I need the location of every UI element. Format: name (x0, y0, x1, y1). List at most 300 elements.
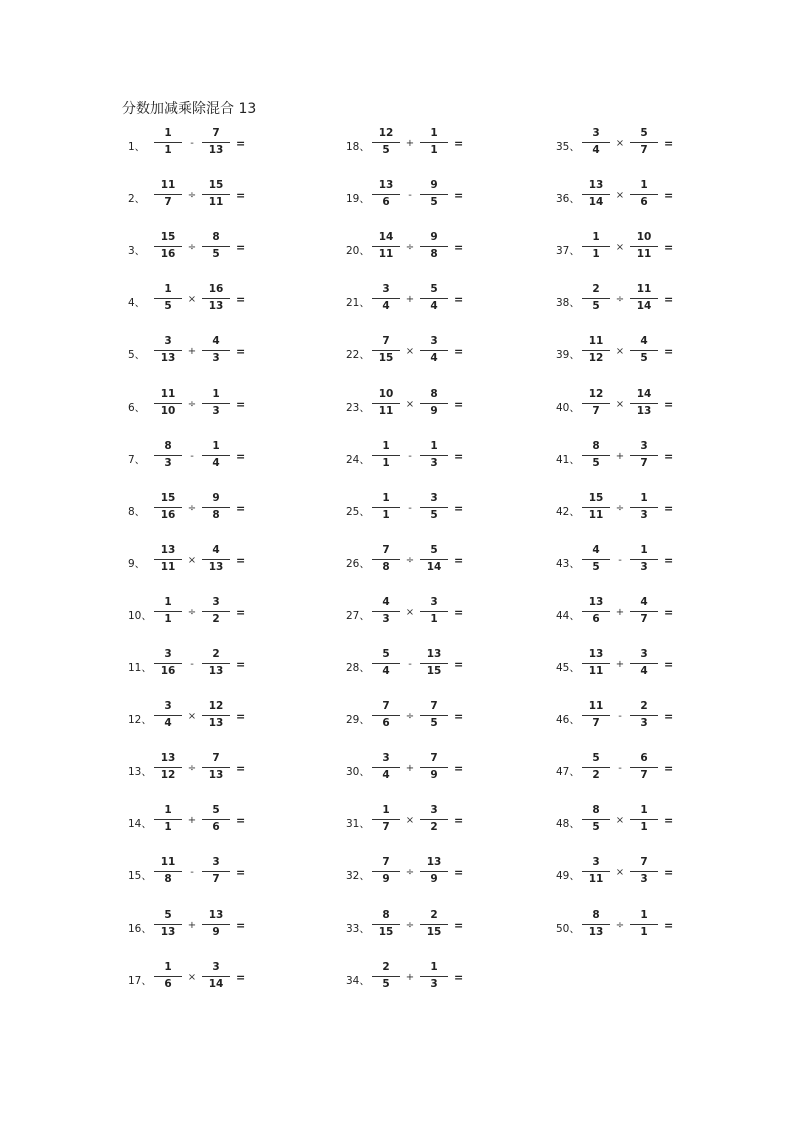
numerator: 12 (588, 387, 604, 400)
fraction-a (582, 127, 610, 157)
numerator: 9 (430, 179, 438, 192)
denominator: 6 (212, 821, 220, 834)
fraction-bar (582, 663, 610, 664)
denominator: 12 (588, 352, 604, 365)
fraction-bar (630, 663, 658, 664)
fraction-b (202, 492, 230, 522)
numerator: 3 (430, 595, 438, 608)
numerator: 12 (378, 127, 394, 139)
problem-item (556, 700, 756, 736)
problem-number: 20、 (346, 245, 370, 258)
numerator: 5 (212, 804, 220, 817)
operator: ÷ (405, 711, 415, 723)
fraction-bar (582, 403, 610, 404)
denominator: 5 (640, 352, 648, 365)
numerator: 13 (426, 856, 442, 869)
fraction-bar (582, 611, 610, 612)
problem-number: 8、 (128, 505, 146, 518)
operator: - (190, 659, 194, 670)
equals-sign: = (664, 345, 674, 359)
operator: - (190, 450, 194, 462)
denominator: 11 (378, 248, 394, 261)
operator: - (618, 711, 622, 723)
equals-sign: = (664, 866, 674, 880)
fraction-bar (582, 715, 610, 716)
numerator: 3 (430, 491, 438, 504)
numerator: 1 (382, 804, 390, 817)
fraction-bar (582, 924, 610, 925)
fraction-bar (154, 507, 182, 508)
problem-item (128, 492, 328, 528)
numerator: 2 (592, 283, 600, 296)
problem-number: 33、 (346, 922, 370, 935)
denominator: 3 (212, 352, 220, 365)
numerator: 2 (640, 700, 648, 713)
fraction-bar (630, 142, 658, 143)
problem-item (346, 961, 546, 997)
equals-sign: = (454, 293, 464, 307)
fraction-bar (154, 976, 182, 977)
numerator: 13 (588, 648, 604, 660)
fraction-bar (372, 767, 400, 768)
numerator: 2 (382, 960, 390, 973)
denominator: 1 (164, 612, 172, 625)
equals-sign: = (664, 553, 674, 567)
fraction-bar (630, 507, 658, 508)
fraction-a (372, 544, 400, 574)
fraction-b (420, 388, 448, 418)
numerator: 4 (640, 335, 648, 348)
numerator: 3 (382, 283, 390, 296)
numerator: 11 (588, 700, 604, 713)
operator: + (405, 138, 415, 149)
denominator: 11 (588, 665, 604, 677)
equals-sign: = (236, 762, 246, 776)
denominator: 6 (640, 196, 648, 209)
fraction-bar (202, 871, 230, 872)
equals-sign: = (236, 501, 246, 515)
problem-item (556, 283, 756, 319)
fraction-bar (582, 819, 610, 820)
operator: + (405, 763, 415, 775)
equals-sign: = (664, 189, 674, 203)
fraction-bar (630, 819, 658, 820)
operator: ÷ (187, 606, 197, 618)
problem-item (128, 961, 328, 997)
equals-sign: = (236, 137, 246, 150)
fraction-a (582, 909, 610, 939)
fraction-bar (372, 455, 400, 456)
problem-number: 35、 (556, 141, 580, 153)
numerator: 6 (640, 752, 648, 765)
denominator: 5 (592, 821, 600, 834)
equals-sign: = (454, 137, 464, 150)
page-title: 分数加减乘除混合 13 (122, 101, 257, 117)
problem-number: 9、 (128, 557, 146, 570)
problem-item (346, 492, 546, 528)
fraction-bar (154, 871, 182, 872)
fraction-bar (202, 715, 230, 716)
numerator: 1 (430, 960, 438, 973)
fraction-b (202, 752, 230, 782)
numerator: 4 (382, 595, 390, 608)
problem-item (346, 231, 546, 267)
numerator: 3 (592, 127, 600, 139)
numerator: 11 (588, 335, 604, 348)
problem-item (128, 544, 328, 580)
denominator: 6 (382, 196, 390, 209)
numerator: 13 (208, 908, 224, 921)
problem-number: 6、 (128, 401, 146, 414)
operator: ÷ (405, 919, 415, 931)
numerator: 1 (382, 491, 390, 504)
fraction-bar (154, 142, 182, 143)
numerator: 5 (430, 543, 438, 556)
fraction-bar (582, 507, 610, 508)
denominator: 7 (640, 456, 648, 469)
equals-sign: = (236, 345, 246, 359)
equals-sign: = (454, 658, 464, 671)
fraction-bar (420, 819, 448, 820)
numerator: 13 (160, 543, 176, 556)
fraction-bar (202, 246, 230, 247)
fraction-bar (154, 350, 182, 351)
denominator: 7 (164, 196, 172, 209)
denominator: 1 (640, 821, 648, 834)
fraction-bar (582, 455, 610, 456)
fraction-a (154, 596, 182, 626)
numerator: 15 (160, 231, 176, 244)
fraction-b (420, 231, 448, 261)
fraction-a (154, 231, 182, 261)
fraction-bar (420, 142, 448, 143)
denominator: 13 (160, 352, 176, 365)
operator: ÷ (187, 190, 197, 202)
numerator: 7 (382, 543, 390, 556)
fraction-a (582, 440, 610, 470)
fraction-b (420, 544, 448, 574)
denominator: 3 (640, 508, 648, 521)
problem-number: 16、 (128, 922, 152, 935)
fraction-b (202, 335, 230, 365)
numerator: 1 (382, 439, 390, 452)
denominator: 4 (164, 717, 172, 730)
fraction-bar (372, 819, 400, 820)
fraction-bar (630, 194, 658, 195)
fraction-a (582, 596, 610, 626)
fraction-b (420, 283, 448, 313)
fraction-b (420, 856, 448, 886)
fraction-b (202, 596, 230, 626)
fraction-b (202, 544, 230, 574)
fraction-a (154, 283, 182, 313)
denominator: 13 (208, 717, 224, 730)
operator: ÷ (405, 242, 415, 254)
numerator: 1 (164, 283, 172, 296)
fraction-a (582, 283, 610, 313)
numerator: 8 (164, 439, 172, 452)
problem-number: 17、 (128, 974, 152, 987)
fraction-a (154, 179, 182, 209)
fraction-a (372, 961, 400, 991)
numerator: 5 (164, 908, 172, 921)
fraction-bar (154, 403, 182, 404)
numerator: 3 (164, 335, 172, 348)
operator: ÷ (187, 502, 197, 514)
problem-number: 29、 (346, 714, 370, 727)
fraction-bar (154, 298, 182, 299)
fraction-a (582, 544, 610, 574)
denominator: 13 (208, 769, 224, 782)
equals-sign: = (236, 293, 246, 307)
numerator: 7 (430, 700, 438, 713)
numerator: 3 (640, 439, 648, 452)
equals-sign: = (236, 866, 246, 880)
fraction-a (154, 492, 182, 522)
fraction-bar (154, 611, 182, 612)
numerator: 5 (592, 752, 600, 765)
equals-sign: = (664, 501, 674, 515)
fraction-b (630, 700, 658, 730)
problem-number: 26、 (346, 557, 370, 570)
fraction-bar (582, 142, 610, 143)
numerator: 15 (208, 179, 224, 192)
numerator: 8 (382, 908, 390, 921)
equals-sign: = (454, 501, 464, 515)
fraction-bar (630, 350, 658, 351)
denominator: 3 (164, 456, 172, 469)
problem-item (346, 648, 546, 684)
operator: - (408, 502, 412, 514)
denominator: 11 (588, 873, 604, 886)
fraction-bar (372, 403, 400, 404)
fraction-b (630, 648, 658, 678)
fraction-b (420, 804, 448, 834)
fraction-a (372, 856, 400, 886)
equals-sign: = (454, 449, 464, 463)
problem-item (346, 856, 546, 892)
fraction-bar (372, 194, 400, 195)
problem-number: 14、 (128, 818, 152, 831)
fraction-bar (372, 715, 400, 716)
fraction-a (372, 179, 400, 209)
equals-sign: = (454, 605, 464, 619)
problem-item (128, 856, 328, 892)
numerator: 1 (640, 491, 648, 504)
fraction-bar (420, 715, 448, 716)
problem-item (556, 335, 756, 371)
numerator: 16 (208, 283, 224, 296)
operator: - (190, 138, 194, 149)
fraction-b (630, 544, 658, 574)
problem-number: 12、 (128, 714, 152, 727)
denominator: 10 (160, 404, 176, 417)
equals-sign: = (236, 918, 246, 932)
denominator: 13 (636, 404, 652, 417)
fraction-a (582, 856, 610, 886)
fraction-bar (630, 924, 658, 925)
fraction-b (420, 961, 448, 991)
denominator: 4 (212, 456, 220, 469)
equals-sign: = (664, 658, 674, 671)
denominator: 6 (382, 717, 390, 730)
denominator: 4 (382, 769, 390, 782)
numerator: 1 (430, 439, 438, 452)
fraction-bar (420, 871, 448, 872)
operator: × (187, 554, 197, 566)
problem-number: 41、 (556, 453, 580, 466)
equals-sign: = (236, 189, 246, 203)
operator: ÷ (615, 919, 625, 931)
equals-sign: = (454, 866, 464, 880)
denominator: 7 (640, 612, 648, 625)
fraction-bar (202, 194, 230, 195)
equals-sign: = (236, 241, 246, 255)
equals-sign: = (664, 605, 674, 619)
problem-item (346, 388, 546, 424)
denominator: 15 (378, 925, 394, 938)
fraction-a (582, 648, 610, 678)
problem-item (128, 179, 328, 215)
denominator: 8 (164, 873, 172, 886)
fraction-a (372, 231, 400, 261)
problem-item (346, 335, 546, 371)
numerator: 1 (212, 387, 220, 400)
equals-sign: = (454, 970, 464, 984)
fraction-a (372, 700, 400, 730)
denominator: 13 (208, 300, 224, 313)
fraction-bar (202, 663, 230, 664)
fraction-bar (372, 507, 400, 508)
problem-number: 1、 (128, 141, 146, 153)
denominator: 14 (588, 196, 604, 209)
numerator: 3 (212, 595, 220, 608)
fraction-b (630, 440, 658, 470)
denominator: 5 (592, 560, 600, 573)
fraction-b (420, 440, 448, 470)
denominator: 13 (208, 560, 224, 573)
denominator: 5 (430, 508, 438, 521)
denominator: 11 (378, 404, 394, 417)
denominator: 11 (636, 248, 652, 261)
denominator: 12 (160, 769, 176, 782)
denominator: 9 (382, 873, 390, 886)
fraction-a (582, 492, 610, 522)
numerator: 8 (592, 439, 600, 452)
equals-sign: = (236, 449, 246, 463)
numerator: 15 (160, 491, 176, 504)
fraction-bar (420, 350, 448, 351)
problem-number: 44、 (556, 609, 580, 622)
fraction-bar (154, 663, 182, 664)
denominator: 5 (592, 456, 600, 469)
denominator: 6 (164, 977, 172, 990)
numerator: 13 (588, 595, 604, 608)
operator: × (187, 971, 197, 983)
fraction-b (630, 127, 658, 157)
numerator: 9 (430, 231, 438, 244)
fraction-b (202, 909, 230, 939)
problem-item (346, 909, 546, 945)
fraction-a (154, 388, 182, 418)
numerator: 1 (164, 127, 172, 139)
denominator: 9 (430, 873, 438, 886)
problem-item (128, 283, 328, 319)
fraction-bar (582, 871, 610, 872)
fraction-b (630, 856, 658, 886)
fraction-bar (372, 246, 400, 247)
equals-sign: = (236, 710, 246, 724)
problem-number: 10、 (128, 609, 152, 622)
fraction-bar (372, 142, 400, 143)
operator: + (615, 659, 625, 670)
equals-sign: = (454, 553, 464, 567)
operator: × (187, 711, 197, 723)
numerator: 2 (212, 648, 220, 660)
operator: ÷ (615, 502, 625, 514)
operator: ÷ (187, 763, 197, 775)
problem-number: 50、 (556, 922, 580, 935)
denominator: 9 (430, 404, 438, 417)
denominator: 11 (208, 196, 224, 209)
operator: + (405, 971, 415, 983)
problem-item (128, 388, 328, 424)
denominator: 3 (430, 456, 438, 469)
problem-number: 22、 (346, 349, 370, 362)
problem-item (556, 544, 756, 580)
problem-number: 48、 (556, 818, 580, 831)
denominator: 2 (592, 769, 600, 782)
fraction-a (154, 335, 182, 365)
fraction-bar (420, 611, 448, 612)
numerator: 1 (164, 595, 172, 608)
fraction-b (202, 440, 230, 470)
fraction-bar (582, 559, 610, 560)
fraction-b (202, 804, 230, 834)
problem-number: 47、 (556, 766, 580, 779)
fraction-a (372, 440, 400, 470)
problem-number: 3、 (128, 245, 146, 258)
fraction-b (420, 752, 448, 782)
numerator: 2 (430, 908, 438, 921)
fraction-bar (202, 559, 230, 560)
equals-sign: = (454, 241, 464, 255)
fraction-bar (154, 715, 182, 716)
fraction-a (582, 388, 610, 418)
denominator: 7 (212, 873, 220, 886)
operator: × (615, 867, 625, 879)
denominator: 3 (212, 404, 220, 417)
denominator: 3 (640, 717, 648, 730)
equals-sign: = (454, 814, 464, 828)
numerator: 14 (378, 231, 394, 244)
problem-item (128, 127, 328, 163)
denominator: 15 (426, 925, 442, 938)
problem-number: 34、 (346, 974, 370, 987)
fraction-bar (372, 611, 400, 612)
numerator: 7 (212, 752, 220, 765)
problem-item (556, 856, 756, 892)
problem-item (346, 804, 546, 840)
denominator: 1 (430, 144, 438, 156)
numerator: 7 (382, 700, 390, 713)
fraction-bar (154, 767, 182, 768)
operator: + (615, 450, 625, 462)
fraction-bar (420, 455, 448, 456)
fraction-a (154, 752, 182, 782)
fraction-bar (630, 611, 658, 612)
problem-number: 30、 (346, 766, 370, 779)
